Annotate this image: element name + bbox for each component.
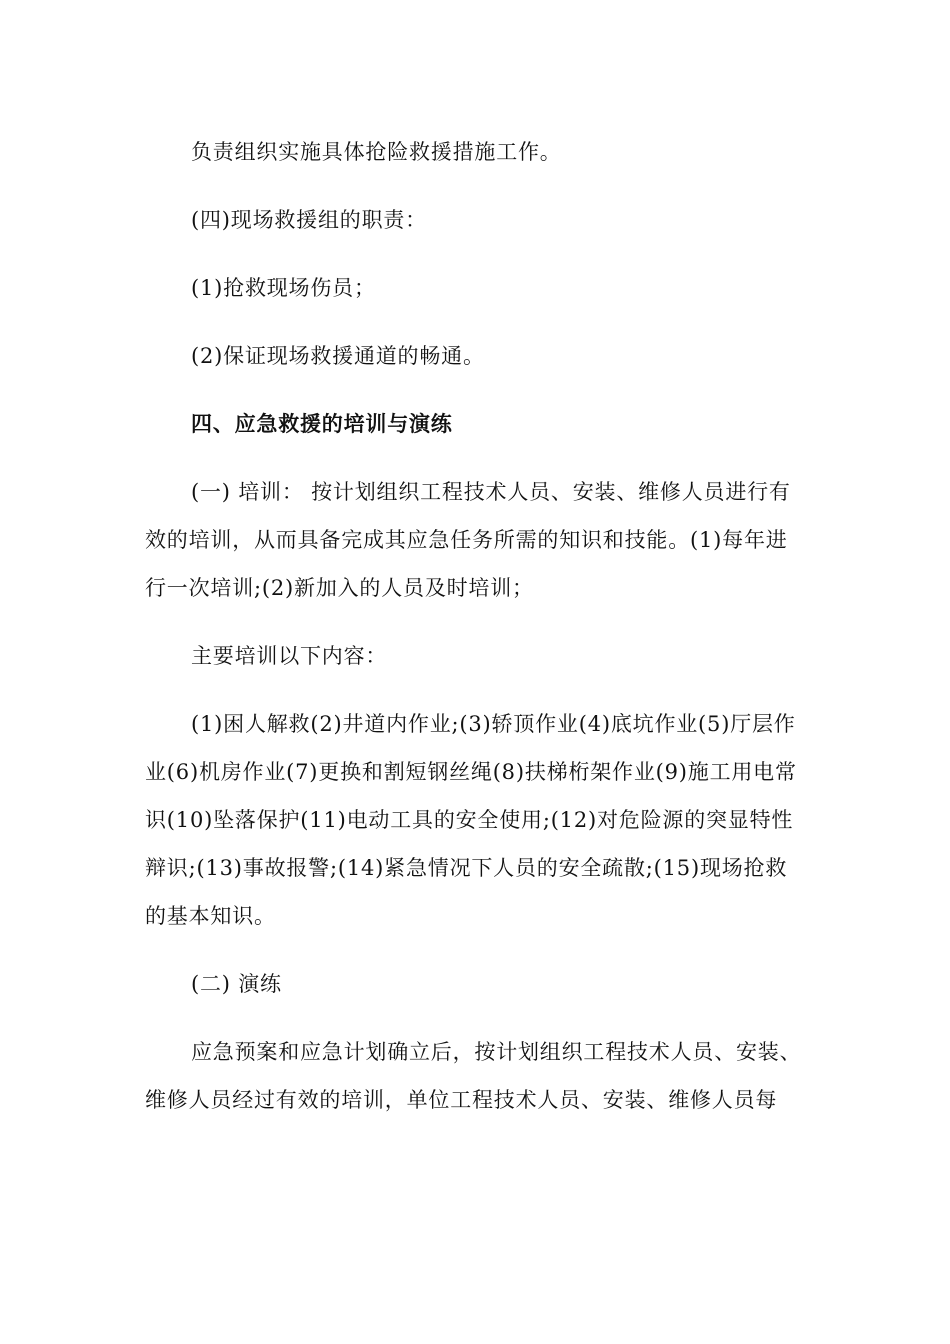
paragraph-drill-heading: (二) 演练	[191, 972, 282, 996]
paragraph-onsite-rescue-duties: (四)现场救援组的职责：	[191, 208, 427, 232]
paragraph-rescue-measures: 负责组织实施具体抢险救援措施工作。	[191, 140, 562, 164]
document-body	[145, 128, 805, 1124]
paragraph-training-content-list: (1)困人解救(2)井道内作业;(3)轿顶作业(4)底坑作业(5)厅层作业(6)机房作业(7)更换和割短钢丝绳(8)扶梯桁架作业(9)施工用电常识(10)坠落保护(11)电动工具的安全使用;(12)对危险源的突显特性辩识;(13)事故报警;(14)紧急情况下人员的安全疏散;(15)现场抢救的基本知识。	[145, 712, 797, 928]
paragraph-rescue-channel: (2)保证现场救援通道的畅通。	[191, 344, 485, 368]
section-heading-training-drill: 四、应急救援的培训与演练	[191, 411, 453, 436]
paragraph-drill-description: 应急预案和应急计划确立后，按计划组织工程技术人员、安装、维修人员经过有效的培训，单位工程技术人员、安装、维修人员每	[145, 1040, 802, 1112]
paragraph-training: (一) 培训： 按计划组织工程技术人员、安装、维修人员进行有效的培训，从而具备完成其应急任务所需的知识和技能。(1)每年进行一次培训;(2)新加入的人员及时培训；	[145, 480, 791, 600]
paragraph-rescue-injured: (1)抢救现场伤员；	[191, 276, 376, 300]
paragraph-training-content-intro: 主要培训以下内容：	[191, 644, 388, 668]
